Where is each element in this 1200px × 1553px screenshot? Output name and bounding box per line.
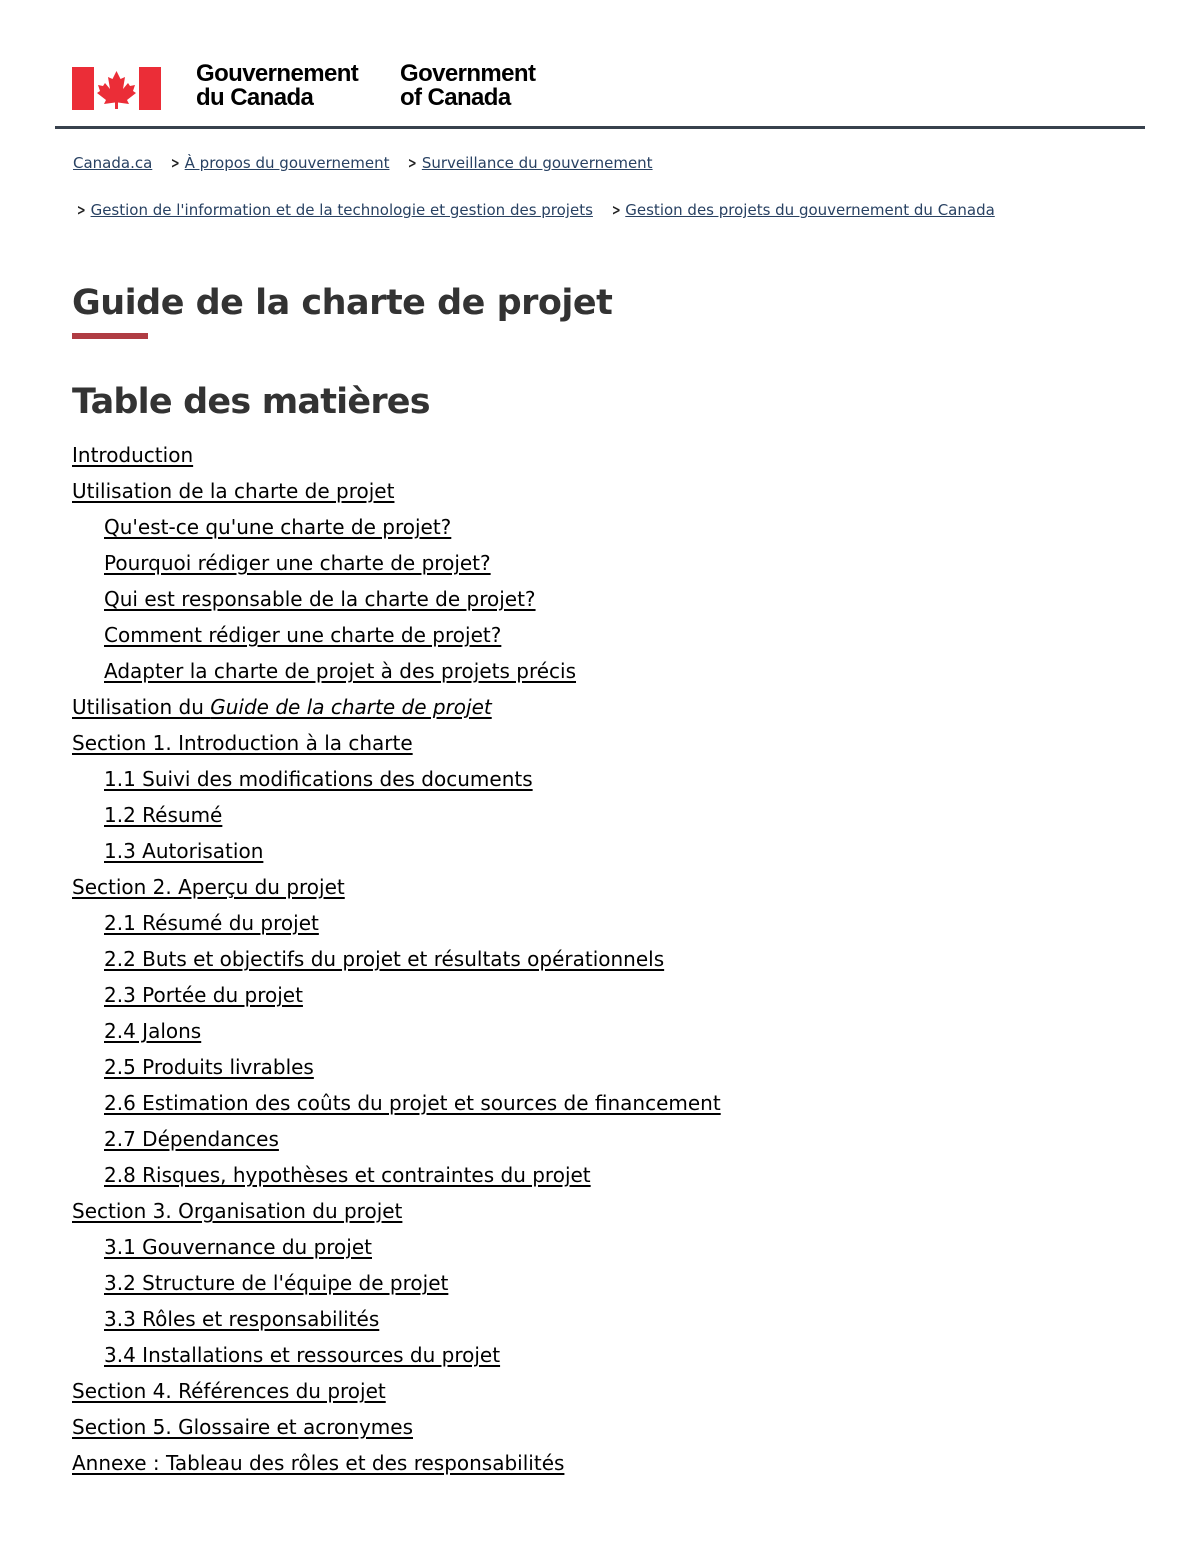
signature-french-line-2: du Canada [196,84,314,111]
toc-link[interactable]: 2.4 Jalons [104,1019,202,1043]
list-item [72,942,1072,978]
list-item [72,1158,1072,1194]
list-item [72,1338,1072,1374]
toc-link[interactable]: Introduction [72,443,194,467]
list-item [72,978,1072,1014]
list-item [72,582,1072,618]
toc-link[interactable]: 2.6 Estimation des coûts du projet et sources de financement [104,1091,721,1115]
toc-link[interactable]: Section 1. Introduction à la charte [72,731,413,755]
signature-english[interactable] [400,62,535,110]
page-title: Guide de la charte de projet [72,283,613,323]
list-item [72,510,1072,546]
site-header [55,0,1145,129]
toc-link-text: Utilisation du [72,695,211,719]
toc-link[interactable]: 1.1 Suivi des modifications des documents [104,767,533,791]
toc-link[interactable] [72,695,492,719]
toc-link[interactable]: 3.2 Structure de l'équipe de projet [104,1271,449,1295]
signature-french-line-1: Gouvernement [196,60,359,87]
list-item [72,762,1072,798]
toc-link[interactable]: Comment rédiger une charte de projet? [104,623,502,647]
list-item [72,1014,1072,1050]
list-item [72,870,1072,906]
toc-link[interactable]: Section 4. Références du projet [72,1379,386,1403]
list-item [72,726,1072,762]
list-item [72,798,1072,834]
list-item [72,834,1072,870]
toc-link[interactable]: Qu'est-ce qu'une charte de projet? [104,515,452,539]
toc-link[interactable]: 3.3 Rôles et responsabilités [104,1307,380,1331]
toc-link[interactable]: Section 2. Aperçu du projet [72,875,345,899]
list-item [72,1302,1072,1338]
toc-link[interactable]: 3.4 Installations et ressources du projet [104,1343,501,1367]
chevron-right-icon: > [408,154,417,172]
chevron-right-icon: > [170,154,180,172]
toc-link[interactable]: 2.8 Risques, hypothèses et contraintes du projet [104,1163,591,1187]
list-item [72,546,1072,582]
toc-link[interactable]: 2.7 Dépendances [104,1127,279,1151]
toc-link[interactable]: 1.3 Autorisation [104,839,264,863]
list-item [72,1086,1072,1122]
toc-link[interactable]: 2.3 Portée du projet [104,983,303,1007]
list-item [72,1374,1072,1410]
signature-english-line-1: Government [400,60,536,87]
chevron-right-icon: > [76,201,86,219]
chevron-right-icon: > [611,201,621,219]
breadcrumb-link-information-technology[interactable]: Gestion de l'information et de la technologie et gestion des projets [90,201,593,219]
list-item [72,438,1072,474]
list-item [72,690,1072,726]
toc-link[interactable]: Pourquoi rédiger une charte de projet? [104,551,491,575]
toc-link[interactable]: Annexe : Tableau des rôles et des responsabilités [72,1451,565,1475]
list-item [72,1050,1072,1086]
toc-heading: Table des matières [72,382,430,422]
list-item [72,1410,1072,1446]
toc-link[interactable]: Qui est responsable de la charte de projet? [104,587,536,611]
breadcrumb-link-project-management[interactable]: Gestion des projets du gouvernement du Canada [625,201,995,219]
list-item [72,474,1072,510]
toc-link[interactable]: 1.2 Résumé [104,803,223,827]
list-item [72,906,1072,942]
breadcrumb-link-government-oversight[interactable]: Surveillance du gouvernement [421,154,653,172]
list-item [72,654,1072,690]
list-item [72,1194,1072,1230]
toc-link-italic-title: Guide de la charte de projet [210,695,492,719]
breadcrumb-link-about-government[interactable]: À propos du gouvernement [184,154,390,172]
list-item [72,1266,1072,1302]
list-item [72,618,1072,654]
title-accent-bar [72,333,148,339]
list-item [72,1122,1072,1158]
toc-link[interactable]: Section 5. Glossaire et acronymes [72,1415,413,1439]
toc-link[interactable]: 2.5 Produits livrables [104,1055,314,1079]
list-item [72,1446,1072,1482]
toc-link[interactable]: 2.1 Résumé du projet [104,911,319,935]
table-of-contents [72,438,1072,1482]
toc-link[interactable]: 2.2 Buts et objectifs du projet et résultats opérationnels [104,947,665,971]
toc-link[interactable]: 3.1 Gouvernance du projet [104,1235,372,1259]
signature-english-line-2: of Canada [400,84,511,111]
toc-link[interactable]: Section 3. Organisation du projet [72,1199,403,1223]
canada-flag-icon[interactable] [72,67,161,110]
toc-link[interactable]: Adapter la charte de projet à des projets précis [104,659,577,683]
breadcrumb-link-canada[interactable]: Canada.ca [73,154,153,172]
signature-french[interactable] [196,62,358,110]
list-item [72,1230,1072,1266]
toc-link[interactable]: Utilisation de la charte de projet [72,479,395,503]
